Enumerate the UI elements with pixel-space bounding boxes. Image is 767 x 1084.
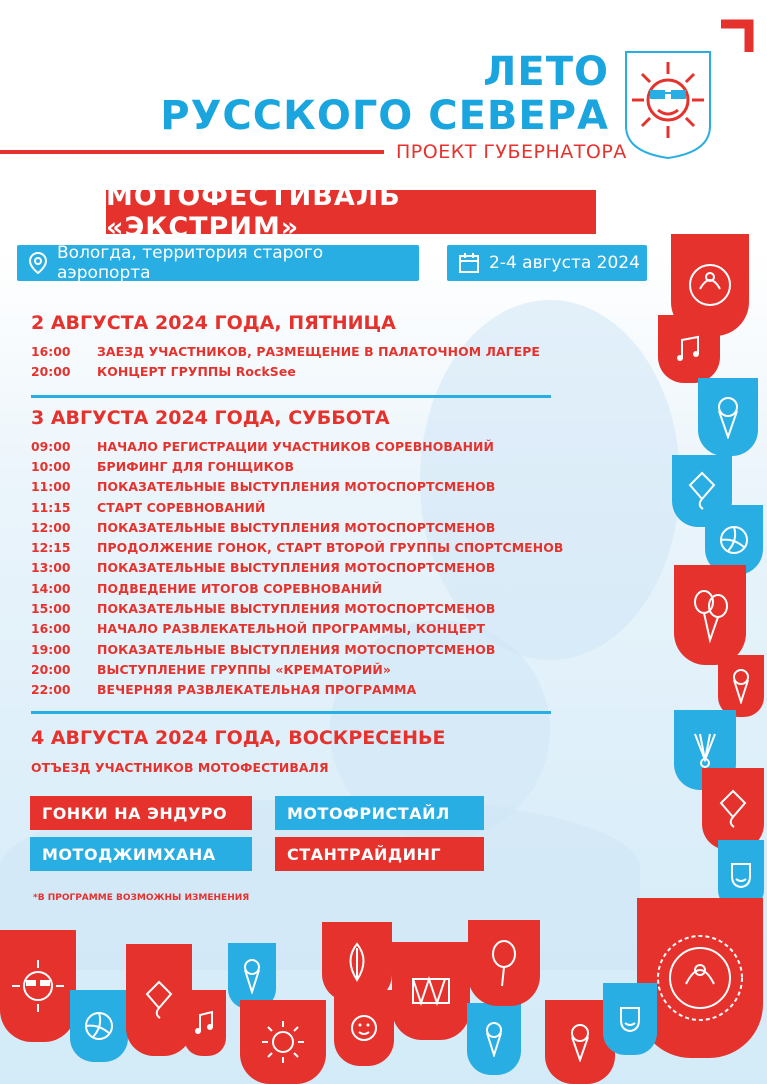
schedule-event: ПРОДОЛЖЕНИЕ ГОНОК, СТАРТ ВТОРОЙ ГРУППЫ СПОРТСМЕНОВ: [97, 540, 564, 556]
schedule-row: [31, 680, 563, 700]
cone-shield-icon: [718, 655, 764, 717]
dates-text: 2-4 августа 2024: [489, 253, 640, 273]
schedule-time: 12:15: [31, 540, 71, 556]
schedule-row: [31, 659, 563, 679]
schedule-row: [31, 578, 563, 598]
calendar-icon: [457, 251, 481, 275]
schedule-list: [31, 341, 540, 382]
face-shield-icon: [334, 990, 394, 1066]
sun-bottom-shield-icon: [240, 1000, 326, 1084]
header-subtitle: ПРОЕКТ ГУБЕРНАТОРА: [396, 141, 627, 163]
discipline-tag: МОТОФРИСТАЙЛ: [275, 796, 484, 830]
location-text: Вологда, территория старого аэропорта: [57, 243, 324, 283]
balloons-shield-icon: [674, 565, 746, 665]
schedule-event: БРИФИНГ ДЛЯ ГОНЩИКОВ: [97, 458, 295, 474]
schedule-time: 16:00: [31, 621, 71, 637]
schedule-time: 20:00: [31, 661, 71, 677]
drum-shield-icon: [392, 942, 470, 1040]
schedule-event: НАЧАЛО РЕГИСТРАЦИИ УЧАСТНИКОВ СОРЕВНОВАНИЙ: [97, 438, 494, 454]
schedule-event: ПОДВЕДЕНИЕ ИТОГОВ СОРЕВНОВАНИЙ: [97, 580, 383, 596]
schedule-time: 16:00: [31, 343, 71, 359]
schedule-time: 20:00: [31, 363, 71, 379]
schedule-row: [31, 619, 563, 639]
schedule-event: ВЫСТУПЛЕНИЕ ГРУППЫ «КРЕМАТОРИЙ»: [97, 661, 391, 677]
schedule-event: СТАРТ СОРЕВНОВАНИЙ: [97, 499, 266, 515]
schedule-row: [31, 537, 563, 557]
schedule-event: ПОКАЗАТЕЛЬНЫЕ ВЫСТУПЛЕНИЯ МОТОСПОРТСМЕНОВ: [97, 641, 496, 657]
schedule-list: [31, 757, 329, 777]
schedule-row: [31, 341, 540, 361]
schedule-row: [31, 517, 563, 537]
schedule-time: 11:15: [31, 499, 71, 515]
dates-chip: [447, 245, 647, 281]
music-note-bottom-shield-icon: [184, 990, 226, 1056]
schedule-event: ВЕЧЕРНЯЯ РАЗВЛЕКАТЕЛЬНАЯ ПРОГРАММА: [97, 682, 417, 698]
kite-bottom-shield-icon: [126, 944, 192, 1056]
schedule-row: [31, 757, 329, 777]
logo-title-line1: ЛЕТО: [483, 49, 609, 95]
header-rule: [0, 150, 384, 154]
disclaimer-note: *В ПРОГРАММЕ ВОЗМОЖНЫ ИЗМЕНЕНИЯ: [33, 893, 250, 903]
schedule-list: [31, 436, 563, 700]
balloon-bottom-shield-icon: [468, 920, 540, 1006]
sun-emblem-icon: [622, 48, 714, 160]
discipline-tag: ГОНКИ НА ЭНДУРО: [30, 796, 252, 830]
schedule-row: [31, 639, 563, 659]
schedule-row: [31, 558, 563, 578]
schedule-event: КОНЦЕРТ ГРУППЫ RockSee: [97, 363, 296, 379]
schedule-time: 22:00: [31, 682, 71, 698]
schedule-row: [31, 477, 563, 497]
discipline-tag: СТАНТРАЙДИНГ: [275, 837, 484, 871]
day-title: 2 АВГУСТА 2024 ГОДА, ПЯТНИЦА: [31, 312, 396, 334]
schedule-time: 10:00: [31, 458, 71, 474]
sun-glasses-shield-icon: [0, 930, 76, 1042]
schedule-row: [31, 456, 563, 476]
map-pin-icon: [27, 251, 49, 275]
schedule-event: ПОКАЗАТЕЛЬНЫЕ ВЫСТУПЛЕНИЯ МОТОСПОРТСМЕНОВ: [97, 519, 496, 535]
location-chip: [17, 245, 419, 281]
schedule-time: 14:00: [31, 580, 71, 596]
schedule-event: ПОКАЗАТЕЛЬНЫЕ ВЫСТУПЛЕНИЯ МОТОСПОРТСМЕНОВ: [97, 560, 496, 576]
day-title: 3 АВГУСТА 2024 ГОДА, СУББОТА: [31, 407, 390, 429]
music-note-shield-icon: [658, 315, 720, 383]
logo-title-line2: РУССКОГО СЕВЕРА: [160, 93, 609, 139]
schedule-time: 11:00: [31, 479, 71, 495]
schedule-event: ПОКАЗАТЕЛЬНЫЕ ВЫСТУПЛЕНИЯ МОТОСПОРТСМЕНОВ: [97, 479, 496, 495]
ice-cream-cone-shield-icon: [467, 1003, 521, 1075]
schedule-time: 19:00: [31, 641, 71, 657]
volleyball-bottom-shield-icon: [70, 990, 128, 1062]
kite-red-shield-icon: [702, 768, 764, 850]
schedule-event: НАЧАЛО РАЗВЛЕКАТЕЛЬНОЙ ПРОГРАММЫ, КОНЦЕРТ: [97, 621, 486, 637]
section-divider: [31, 395, 551, 398]
mask-bottom-shield-icon: [603, 983, 657, 1055]
discipline-tag: МОТОДЖИМХАНА: [30, 837, 252, 871]
day-title: 4 АВГУСТА 2024 ГОДА, ВОСКРЕСЕНЬЕ: [31, 727, 446, 749]
event-title: МОТОФЕСТИВАЛЬ «ЭКСТРИМ»: [106, 190, 596, 234]
schedule-row: [31, 436, 563, 456]
schedule-time: 13:00: [31, 560, 71, 576]
logo-title: [160, 49, 609, 139]
schedule-event: ОТЪЕЗД УЧАСТНИКОВ МОТОФЕСТИВАЛЯ: [31, 759, 329, 775]
schedule-time: 12:00: [31, 519, 71, 535]
schedule-time: 09:00: [31, 438, 71, 454]
schedule-row: [31, 497, 563, 517]
ice-cream-shield-icon: [698, 378, 758, 456]
schedule-row: [31, 598, 563, 618]
corner-arrow-icon: [715, 18, 755, 58]
section-divider: [31, 711, 551, 714]
schedule-event: ПОКАЗАТЕЛЬНЫЕ ВЫСТУПЛЕНИЯ МОТОСПОРТСМЕНОВ: [97, 601, 496, 617]
schedule-time: 15:00: [31, 601, 71, 617]
schedule-row: [31, 361, 540, 381]
schedule-event: ЗАЕЗД УЧАСТНИКОВ, РАЗМЕЩЕНИЕ В ПАЛАТОЧНОМ ЛАГЕРЕ: [97, 343, 540, 359]
